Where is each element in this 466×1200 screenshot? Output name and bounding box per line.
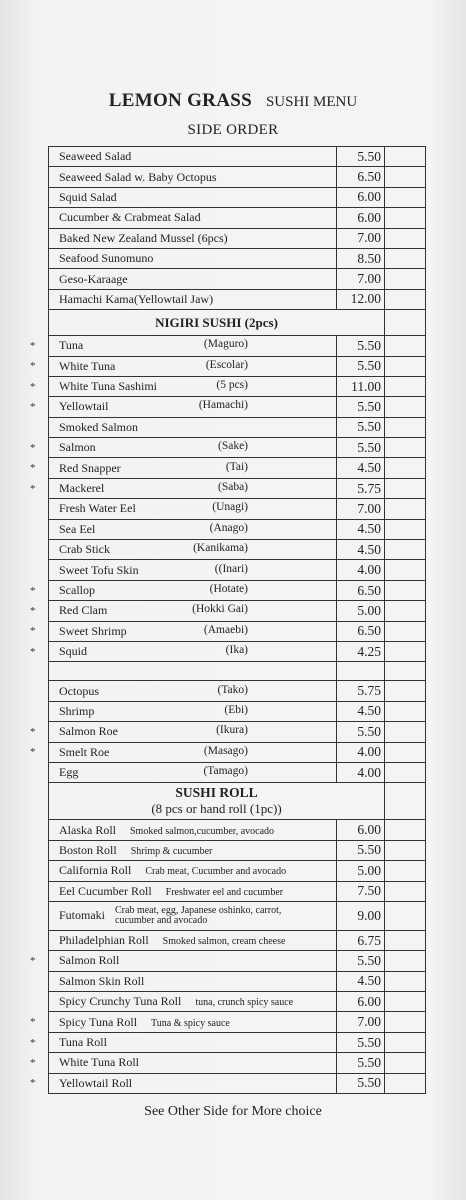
item-name-cell (30, 1032, 337, 1052)
roll-row (49, 1032, 426, 1052)
item-name-cell (49, 881, 337, 901)
roll-row (49, 971, 426, 991)
item-price: 6.00 (337, 820, 385, 840)
item-name: Spicy Tuna Roll (59, 1014, 138, 1029)
nigiri-row (49, 417, 426, 437)
blank-cell (385, 540, 426, 560)
blank-cell (385, 417, 426, 437)
blank-cell (385, 187, 426, 207)
item-name: Cucumber & Crabmeat Salad (59, 210, 201, 225)
spicy-raw-marker: * (30, 1036, 36, 1049)
side-order-row (49, 289, 426, 309)
spicy-raw-marker: * (30, 360, 36, 373)
japanese-name: (Saba) (217, 481, 248, 494)
spicy-raw-marker: * (30, 1077, 36, 1090)
item-price: 7.00 (337, 499, 385, 519)
item-name-cell (30, 1053, 337, 1073)
item-price: 5.50 (337, 1032, 385, 1052)
item-name-cell (49, 681, 337, 701)
side-order-row (49, 167, 426, 187)
nigiri-row (49, 397, 426, 417)
blank-cell (385, 438, 426, 458)
item-name: Spicy Crunchy Tuna Roll (59, 994, 182, 1009)
item-price: 7.50 (337, 881, 385, 901)
nigiri-row (49, 458, 426, 478)
item-price: 4.25 (337, 641, 385, 661)
item-name: Salmon Roll (59, 953, 120, 968)
item-name: Salmon Skin Roll (59, 973, 145, 988)
blank-cell (385, 289, 426, 309)
menu-header (0, 90, 466, 112)
item-name: White Tuna (59, 358, 116, 373)
item-price: 7.00 (337, 228, 385, 248)
item-price: 9.00 (337, 901, 385, 930)
side-order-row (49, 269, 426, 289)
item-name: White Tuna Roll (59, 1055, 140, 1070)
blank-cell (385, 1032, 426, 1052)
nigiri-row (49, 601, 426, 621)
blank-cell (385, 580, 426, 600)
item-name: Salmon (59, 440, 96, 455)
item-name-cell (49, 289, 337, 309)
roll-row (49, 820, 426, 840)
side-order-row (49, 147, 426, 167)
side-order-row (49, 248, 426, 268)
item-price: 5.50 (337, 1053, 385, 1073)
nigiri-row (49, 560, 426, 580)
item-name-cell (30, 722, 337, 742)
item-name: California Roll (59, 863, 132, 878)
blank-cell (385, 248, 426, 268)
item-name: Hamachi Kama(Yellowtail Jaw) (59, 291, 214, 306)
blank-cell (385, 458, 426, 478)
roll-row (49, 1073, 426, 1093)
item-name-cell (49, 147, 337, 167)
item-price: 4.00 (337, 762, 385, 782)
item-name: Smelt Roe (59, 744, 110, 759)
japanese-name: ((Inari) (214, 562, 248, 575)
menu-table (30, 146, 426, 1094)
item-name-cell (49, 930, 337, 950)
item-name: Philadelphian Roll (59, 933, 149, 948)
nigiri-row (49, 519, 426, 539)
item-price: 8.50 (337, 248, 385, 268)
item-name: Seafood Sunomuno (59, 251, 154, 266)
roll-row (49, 951, 426, 971)
item-name-cell (30, 742, 337, 762)
item-name: Tuna Roll (59, 1035, 107, 1050)
blank-cell (385, 722, 426, 742)
item-name: Squid Salad (59, 189, 117, 204)
blank-cell (385, 208, 426, 228)
item-name-cell (49, 992, 337, 1012)
item-price: 6.50 (337, 167, 385, 187)
spicy-raw-marker: * (30, 584, 36, 597)
spicy-raw-marker: * (30, 339, 36, 352)
blank-cell (385, 742, 426, 762)
spicy-raw-marker: * (30, 482, 36, 495)
spicy-raw-marker: * (30, 1016, 36, 1029)
item-name-cell (30, 580, 337, 600)
item-price: 4.50 (337, 519, 385, 539)
roll-description: Shrimp & cucumber (130, 845, 213, 857)
spacer-row (49, 662, 426, 681)
item-name-cell (30, 336, 337, 356)
item-name: Scallop (59, 583, 95, 597)
item-name: Shrimp (59, 703, 95, 718)
item-price: 6.00 (337, 992, 385, 1012)
japanese-name: (Maguro) (203, 338, 248, 351)
spicy-raw-marker: * (30, 746, 36, 759)
spicy-raw-marker: * (30, 400, 36, 413)
item-price: 5.50 (337, 147, 385, 167)
item-price: 6.50 (337, 621, 385, 641)
nigiri-row (49, 438, 426, 458)
item-name-cell (30, 601, 337, 621)
roll-description: tuna, crunch spicy sauce (195, 997, 294, 1009)
blank-cell (385, 167, 426, 187)
item-name: Alaska Roll (59, 822, 116, 837)
roll-section-row (49, 783, 426, 820)
item-name-cell (49, 248, 337, 268)
item-name: Sweet Shrimp (59, 623, 127, 638)
roll-subheading: (8 pcs or hand roll (1pc)) (151, 801, 282, 817)
blank-cell (385, 992, 426, 1012)
item-name: Futomaki (59, 907, 106, 922)
item-name-cell (30, 458, 337, 478)
item-price: 5.50 (337, 438, 385, 458)
item-name: Red Snapper (59, 460, 121, 475)
nigiri-row (49, 356, 426, 376)
japanese-name: (Ikura) (216, 724, 248, 737)
blank-cell (385, 783, 426, 820)
blank-cell (385, 147, 426, 167)
item-name-cell (49, 187, 337, 207)
item-price: 4.50 (337, 458, 385, 478)
item-name: Boston Roll (59, 842, 117, 857)
item-price: 6.50 (337, 580, 385, 600)
item-name-cell (49, 228, 337, 248)
item-name-cell (30, 1012, 337, 1032)
blank-cell (385, 762, 426, 782)
item-name: Fresh Water Eel (59, 501, 136, 516)
item-price: 6.00 (337, 208, 385, 228)
item-price: 6.75 (337, 930, 385, 950)
japanese-name: (Anago) (209, 521, 248, 534)
item-price: 5.50 (337, 840, 385, 860)
item-name-cell (49, 519, 337, 539)
side-order-row (49, 228, 426, 248)
item-price: 5.50 (337, 397, 385, 417)
roll-row (49, 1012, 426, 1032)
item-name: Octopus (59, 683, 99, 698)
item-name-cell (49, 701, 337, 721)
spicy-raw-marker: * (30, 725, 36, 738)
item-price: 4.50 (337, 971, 385, 991)
roll-description: Crab meat, egg, Japanese oshinko, carrot, cucumber and avocado (115, 904, 282, 926)
spicy-raw-marker: * (30, 380, 36, 393)
spicy-raw-marker: * (30, 604, 36, 617)
item-name-cell (49, 861, 337, 881)
item-name-cell (30, 438, 337, 458)
item-name-cell (30, 478, 337, 498)
japanese-name: (Masago) (203, 744, 248, 757)
roll-heading: SUSHI ROLL (175, 785, 258, 801)
item-name: Egg (59, 765, 79, 780)
item-name: Salmon Roe (59, 724, 118, 739)
blank-cell (385, 901, 426, 930)
item-name: Baked New Zealand Mussel (6pcs) (59, 230, 228, 245)
blank-cell (337, 662, 385, 681)
japanese-name: (Unagi) (212, 501, 248, 514)
item-price: 12.00 (337, 289, 385, 309)
item-name: Sea Eel (59, 521, 96, 536)
blank-cell (385, 820, 426, 840)
spicy-raw-marker: * (30, 645, 36, 658)
japanese-name: (Tai) (225, 460, 248, 473)
blank-cell (385, 881, 426, 901)
item-name-cell (30, 641, 337, 661)
item-name-cell (30, 356, 337, 376)
roll-row (49, 1053, 426, 1073)
roll-row (49, 930, 426, 950)
item-price: 5.50 (337, 1073, 385, 1093)
item-name-cell (49, 762, 337, 782)
side-order-heading: SIDE ORDER (187, 122, 279, 138)
nigiri-row (49, 621, 426, 641)
item-price: 7.00 (337, 1012, 385, 1032)
item-name: Sweet Tofu Skin (59, 562, 139, 577)
blank-cell (385, 519, 426, 539)
nigiri-section-row (49, 310, 426, 336)
item-name: Seaweed Salad (59, 149, 132, 164)
item-name: Seaweed Salad w. Baby Octopus (59, 169, 217, 184)
item-name-cell (49, 971, 337, 991)
blank-cell (385, 499, 426, 519)
item-price: 11.00 (337, 376, 385, 396)
item-name-cell (30, 621, 337, 641)
japanese-name: (Tako) (217, 683, 248, 696)
blank-cell (385, 1073, 426, 1093)
blank-cell (385, 621, 426, 641)
blank-cell (385, 840, 426, 860)
item-name-cell (49, 499, 337, 519)
nigiri-row (49, 336, 426, 356)
item-price: 4.00 (337, 560, 385, 580)
item-price: 5.50 (337, 417, 385, 437)
item-price: 5.50 (337, 722, 385, 742)
japanese-name: (Escolar) (205, 358, 248, 371)
blank-cell (385, 641, 426, 661)
item-name: Mackerel (59, 481, 105, 496)
item-name-cell (49, 820, 337, 840)
item-name-cell (49, 269, 337, 289)
nigiri-row (49, 376, 426, 396)
side-order-row (49, 208, 426, 228)
roll-row (49, 901, 426, 930)
blank-cell (385, 376, 426, 396)
blank-cell (385, 681, 426, 701)
blank-cell (385, 1053, 426, 1073)
item-name-cell (30, 397, 337, 417)
blank-cell (385, 601, 426, 621)
japanese-name: (Amaebi) (203, 623, 248, 636)
nigiri-row (49, 641, 426, 661)
nigiri-row (49, 499, 426, 519)
roll-row (49, 840, 426, 860)
nigiri-row (49, 681, 426, 701)
blank-cell (49, 662, 337, 681)
japanese-name: (5 pcs) (216, 379, 248, 392)
item-price: 5.00 (337, 861, 385, 881)
side-order-row (49, 187, 426, 207)
roll-description: Crab meat, Cucumber and avocado (145, 866, 287, 878)
item-name-cell (49, 540, 337, 560)
item-price: 5.50 (337, 336, 385, 356)
item-name: Tuna (59, 338, 84, 353)
roll-heading-cell (49, 783, 385, 820)
blank-cell (385, 951, 426, 971)
blank-cell (385, 336, 426, 356)
item-name-cell (30, 376, 337, 396)
japanese-name: (Ika) (225, 644, 248, 657)
item-name-cell (49, 417, 337, 437)
nigiri-row (49, 762, 426, 782)
blank-cell (385, 356, 426, 376)
item-name: White Tuna Sashimi (59, 379, 158, 394)
item-price: 5.50 (337, 356, 385, 376)
item-price: 5.75 (337, 681, 385, 701)
spicy-raw-marker: * (30, 625, 36, 638)
item-price: 5.50 (337, 951, 385, 971)
nigiri-row (49, 580, 426, 600)
item-name: Smoked Salmon (59, 419, 139, 434)
roll-row (49, 881, 426, 901)
japanese-name: (Hotate) (209, 583, 248, 595)
item-name-cell (30, 1073, 337, 1093)
item-name: Yellowtail (59, 399, 109, 414)
item-price: 7.00 (337, 269, 385, 289)
blank-cell (385, 861, 426, 881)
item-name: Red Clam (59, 603, 108, 618)
item-name: Crab Stick (59, 542, 110, 557)
item-name-cell (49, 840, 337, 860)
blank-cell (385, 560, 426, 580)
item-name: Eel Cucumber Roll (59, 883, 152, 898)
blank-cell (385, 397, 426, 417)
item-name-cell (49, 208, 337, 228)
item-name-cell (49, 901, 337, 930)
roll-description: Freshwater eel and cucumber (165, 886, 284, 898)
japanese-name: (Hamachi) (198, 399, 248, 412)
nigiri-heading: NIGIRI SUSHI (2pcs) (49, 310, 385, 336)
item-price: 5.00 (337, 601, 385, 621)
nigiri-row (49, 540, 426, 560)
blank-cell (385, 1012, 426, 1032)
item-price: 6.00 (337, 187, 385, 207)
blank-cell (385, 478, 426, 498)
blank-cell (385, 310, 426, 336)
spicy-raw-marker: * (30, 954, 36, 967)
blank-cell (385, 971, 426, 991)
japanese-name: (Sake) (217, 440, 248, 453)
item-price: 5.75 (337, 478, 385, 498)
item-price: 4.50 (337, 701, 385, 721)
spicy-raw-marker: * (30, 441, 36, 454)
item-name: Squid (59, 644, 88, 659)
spicy-raw-marker: * (30, 462, 36, 475)
item-price: 4.00 (337, 742, 385, 762)
nigiri-row (49, 722, 426, 742)
japanese-name: (Kanikama) (193, 542, 248, 555)
item-price: 4.50 (337, 540, 385, 560)
roll-row (49, 861, 426, 881)
roll-description: Smoked salmon,cucumber, avocado (130, 825, 275, 837)
blank-cell (385, 662, 426, 681)
nigiri-row (49, 701, 426, 721)
menu-subtitle: SUSHI MENU (265, 94, 358, 110)
footer-note: See Other Side for More choice (144, 1104, 322, 1119)
item-name-cell (30, 951, 337, 971)
item-name: Geso-Karaage (59, 271, 128, 286)
restaurant-name: LEMON GRASS (108, 90, 252, 111)
roll-description: Tuna & spicy sauce (151, 1017, 230, 1029)
roll-description: Smoked salmon, cream cheese (162, 936, 286, 948)
roll-row (49, 992, 426, 1012)
nigiri-row (49, 478, 426, 498)
blank-cell (385, 269, 426, 289)
item-name-cell (49, 167, 337, 187)
blank-cell (385, 228, 426, 248)
item-name-cell (49, 560, 337, 580)
japanese-name: (Tamago) (203, 765, 248, 778)
nigiri-row (49, 742, 426, 762)
blank-cell (385, 930, 426, 950)
blank-cell (385, 701, 426, 721)
japanese-name: (Hokki Gai) (192, 603, 248, 616)
japanese-name: (Ebi) (224, 703, 248, 716)
spicy-raw-marker: * (30, 1056, 36, 1069)
item-name: Yellowtail Roll (59, 1075, 133, 1090)
